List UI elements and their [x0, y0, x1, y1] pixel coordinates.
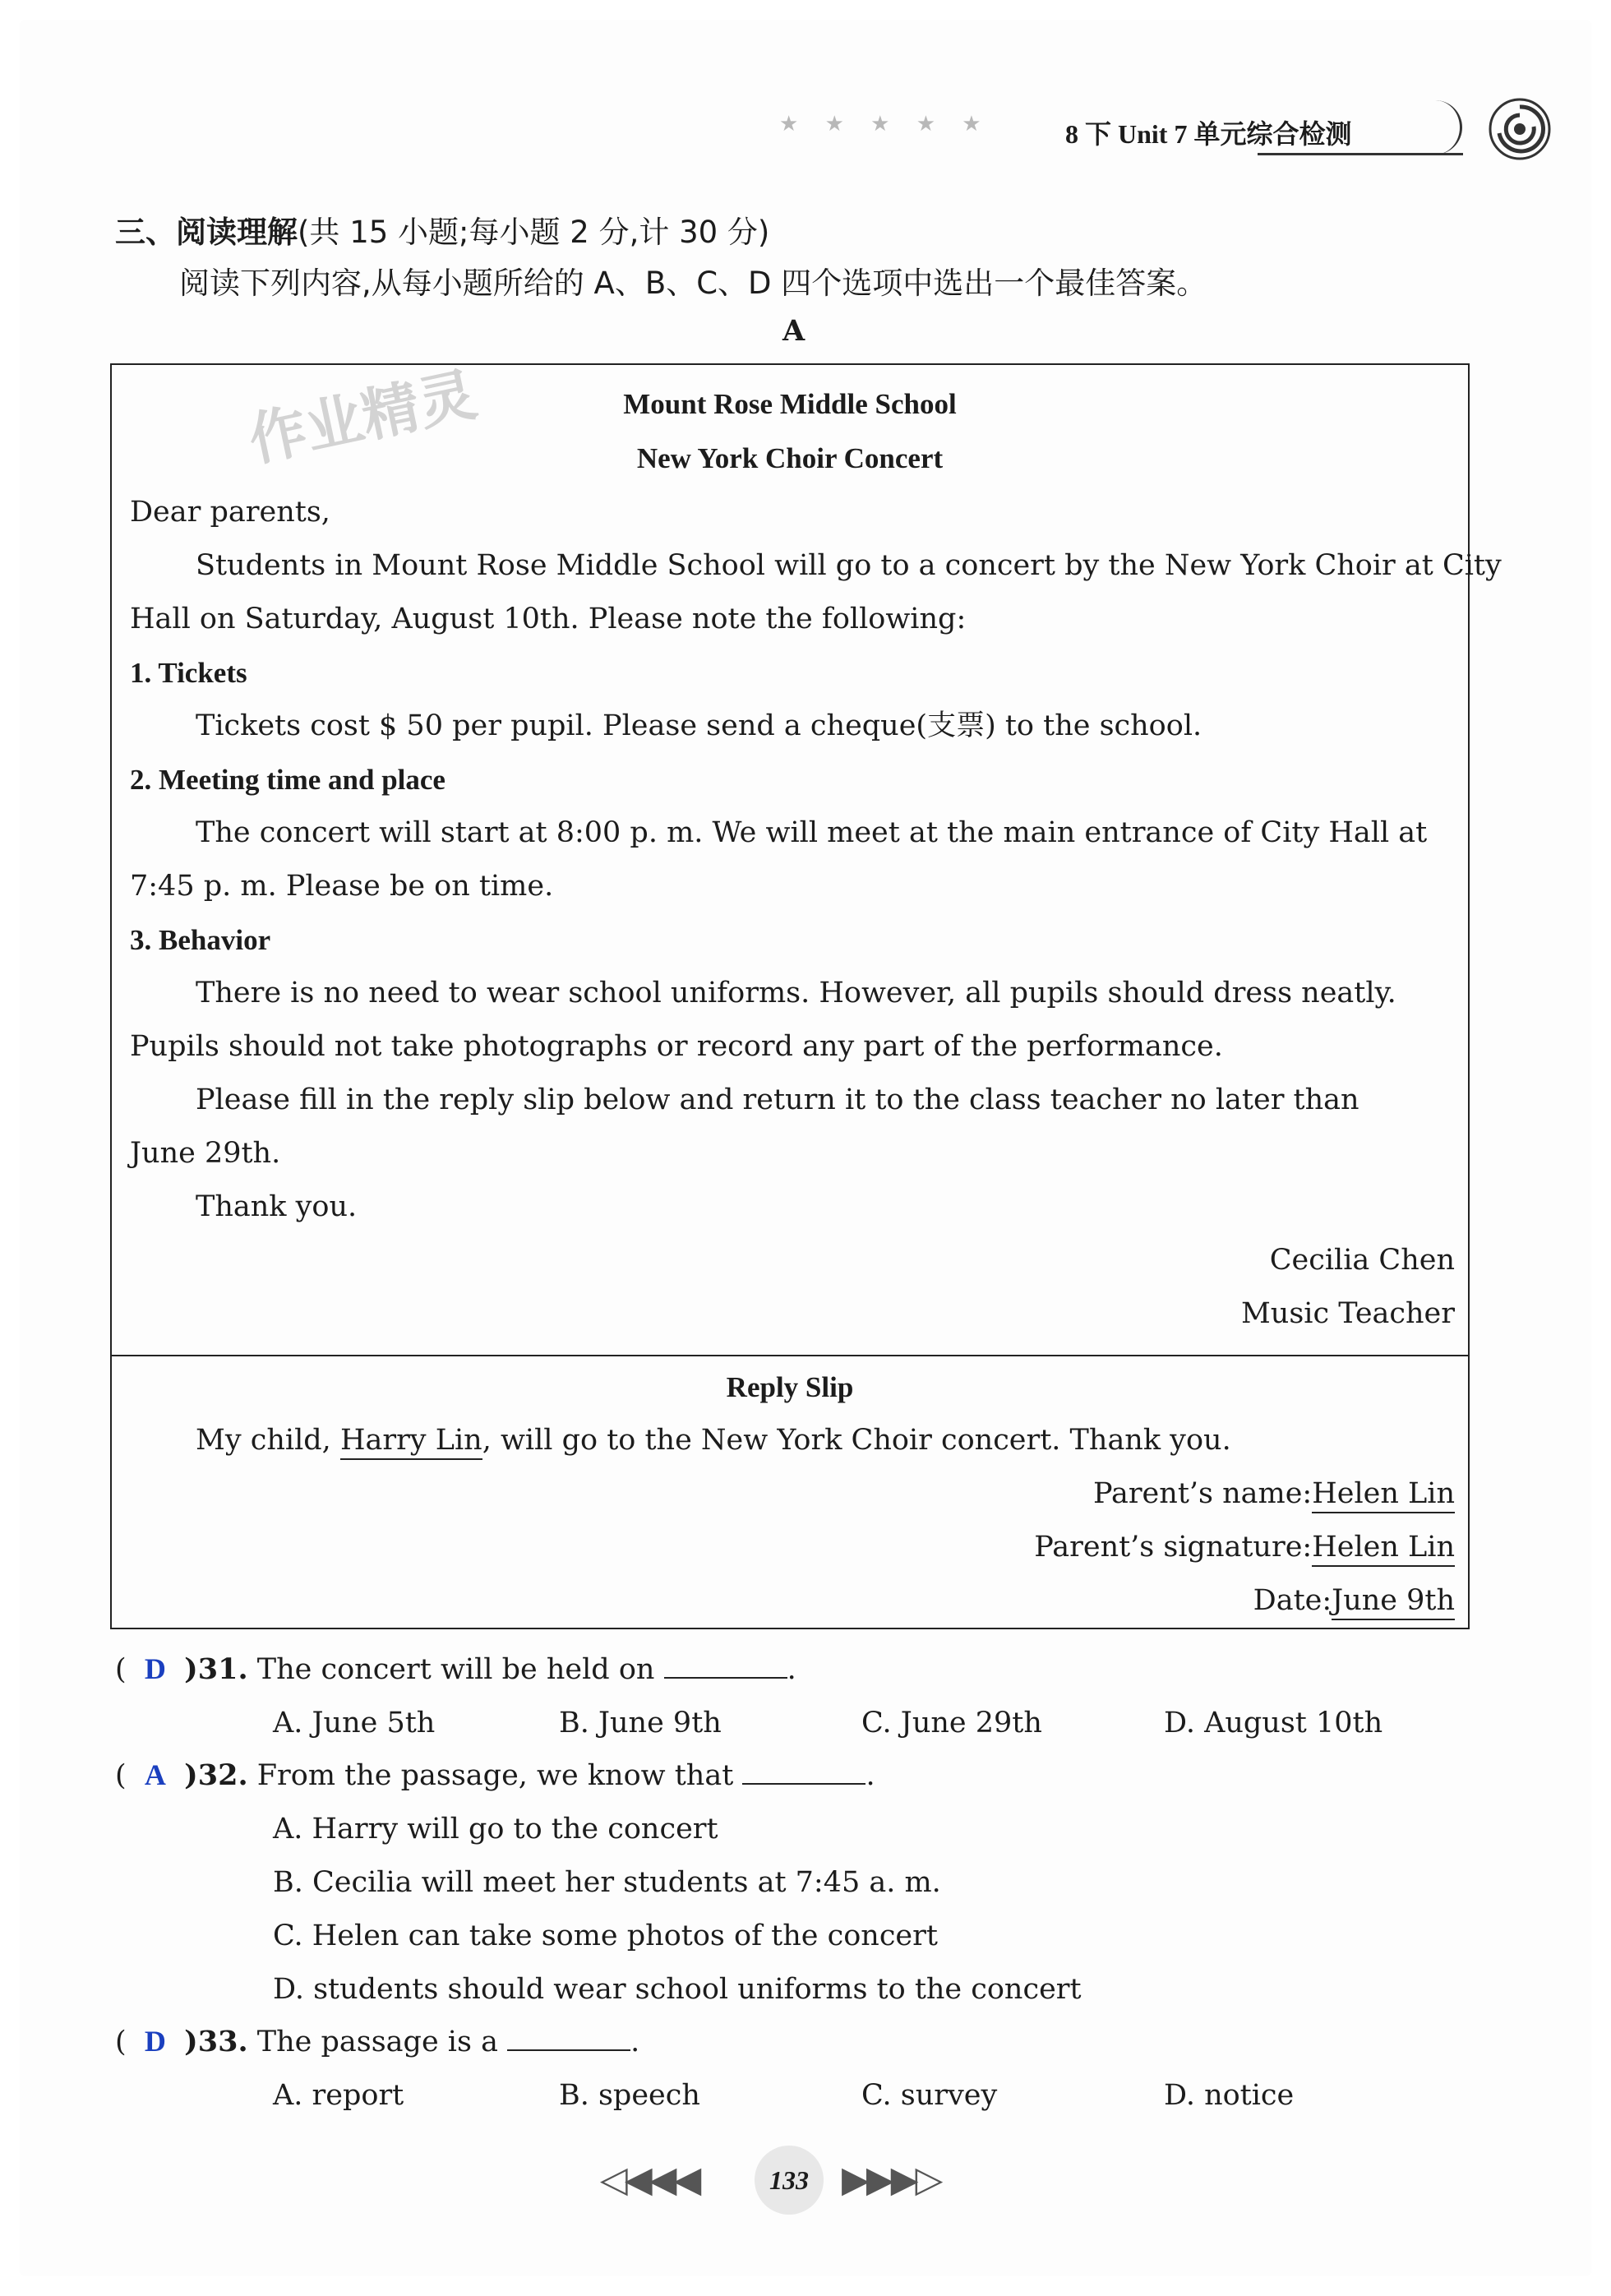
option-32-d: D. students should wear school uniforms to the concert [273, 1973, 1082, 2006]
option-32-b: B. Cecilia will meet her students at 7:45 a. m. [273, 1866, 941, 1899]
section-points: (共 15 小题;每小题 2 分,计 30 分) [298, 215, 770, 250]
answer-31: D [144, 1652, 166, 1685]
parent-sig-label: Parent’s signature: [1034, 1531, 1313, 1564]
option-33-a: A. report [273, 2079, 404, 2112]
date-value: June 9th [1332, 1584, 1455, 1620]
blank-33 [507, 2026, 630, 2051]
notice-intro-line1: Students in Mount Rose Middle School will go to a concert by the New York Choir at City [196, 549, 1502, 582]
option-31-d: D. August 10th [1164, 1707, 1383, 1739]
qnum-31: )31. [184, 1652, 248, 1686]
watermark: 作业精灵 [242, 360, 482, 475]
option-33-d: D. notice [1164, 2079, 1295, 2112]
notice-intro-line2: Hall on Saturday, August 10th. Please note the following: [130, 603, 967, 635]
thanks-text: Thank you. [196, 1190, 358, 1223]
stem-31: The concert will be held on [256, 1653, 655, 1686]
option-32-c: C. Helen can take some photos of the concert [273, 1919, 938, 1952]
slip-line-post: , will go to the New York Choir concert. Thank you. [482, 1424, 1231, 1457]
date-label: Date: [1253, 1584, 1332, 1617]
unit-label: 8 下 Unit 7 单元综合检测 [1065, 119, 1352, 149]
option-31-a: A. June 5th [273, 1707, 436, 1739]
reply-line2: June 29th. [130, 1137, 281, 1170]
behavior-line1: There is no need to wear school uniforms. However, all pupils should dress neatly. [196, 977, 1396, 1009]
left-arrows-icon: ◁◀◀◀ [600, 2159, 699, 2201]
slip-date-row [1253, 1584, 1455, 1617]
option-31-c: C. June 29th [861, 1707, 1042, 1739]
part-label: A [782, 314, 806, 348]
option-32-a: A. Harry will go to the concert [273, 1813, 718, 1846]
meeting-line1: The concert will start at 8:00 p. m. We will meet at the main entrance of City Hall at [196, 816, 1428, 849]
slip-title: Reply Slip [726, 1371, 854, 1403]
section-title [115, 207, 769, 252]
swirl-logo-icon [1488, 97, 1552, 161]
signer-title: Music Teacher [1240, 1297, 1455, 1330]
page-number: 133 [769, 2165, 809, 2195]
slip-divider [110, 1355, 1470, 1356]
notice-event: New York Choir Concert [636, 442, 944, 474]
parent-name-label: Parent’s name: [1092, 1477, 1313, 1510]
stem-32: From the passage, we know that [256, 1759, 734, 1792]
parent-name-value: Helen Lin [1312, 1477, 1455, 1513]
blank-32 [742, 1760, 866, 1785]
header-underline [1258, 153, 1463, 155]
section-title-text: 三、阅读理解 [115, 215, 298, 250]
tickets-text: Tickets cost $ 50 per pupil. Please send a cheque(支票) to the school. [196, 709, 1202, 742]
question-32: ( A )32. From the passage, we know that . [115, 1758, 875, 1792]
behavior-line2: Pupils should not take photographs or record any part of the performance. [130, 1030, 1223, 1063]
option-33-b: B. speech [559, 2079, 700, 2112]
qnum-33: )33. [184, 2025, 248, 2058]
difficulty-stars: ★ ★ ★ ★ ★ [779, 112, 991, 136]
answer-33: D [144, 2025, 166, 2058]
question-33: ( D )33. The passage is a . [115, 2025, 640, 2058]
slip-child-name: Harry Lin [340, 1424, 482, 1460]
section-instruction: 阅读下列内容,从每小题所给的 A、B、C、D 四个选项中选出一个最佳答案。 [179, 266, 1207, 301]
notice-school: Mount Rose Middle School [623, 388, 957, 420]
heading-behavior: 3. Behavior [130, 924, 271, 956]
slip-line [196, 1426, 1231, 1455]
notice-greeting: Dear parents, [130, 496, 330, 529]
slip-parent-name-row [1092, 1477, 1455, 1510]
signer-name: Cecilia Chen [1269, 1244, 1455, 1277]
slip-line-pre: My child, [196, 1424, 331, 1457]
heading-meeting: 2. Meeting time and place [130, 764, 445, 796]
option-33-c: C. survey [861, 2079, 998, 2112]
reply-line1: Please fill in the reply slip below and return it to the class teacher no later than [196, 1083, 1359, 1116]
answer-32: A [144, 1758, 166, 1791]
slip-parent-sig-row [1034, 1533, 1455, 1562]
question-31: ( D )31. The concert will be held on . [115, 1652, 796, 1686]
option-31-b: B. June 9th [559, 1707, 722, 1739]
stem-33: The passage is a [256, 2026, 498, 2058]
meeting-line2: 7:45 p. m. Please be on time. [130, 870, 554, 903]
blank-31 [664, 1654, 787, 1679]
right-arrows-icon: ▶▶▶▷ [842, 2159, 940, 2201]
qnum-32: )32. [184, 1758, 248, 1792]
parent-sig-value: Helen Lin [1312, 1531, 1455, 1567]
heading-tickets: 1. Tickets [130, 657, 247, 689]
